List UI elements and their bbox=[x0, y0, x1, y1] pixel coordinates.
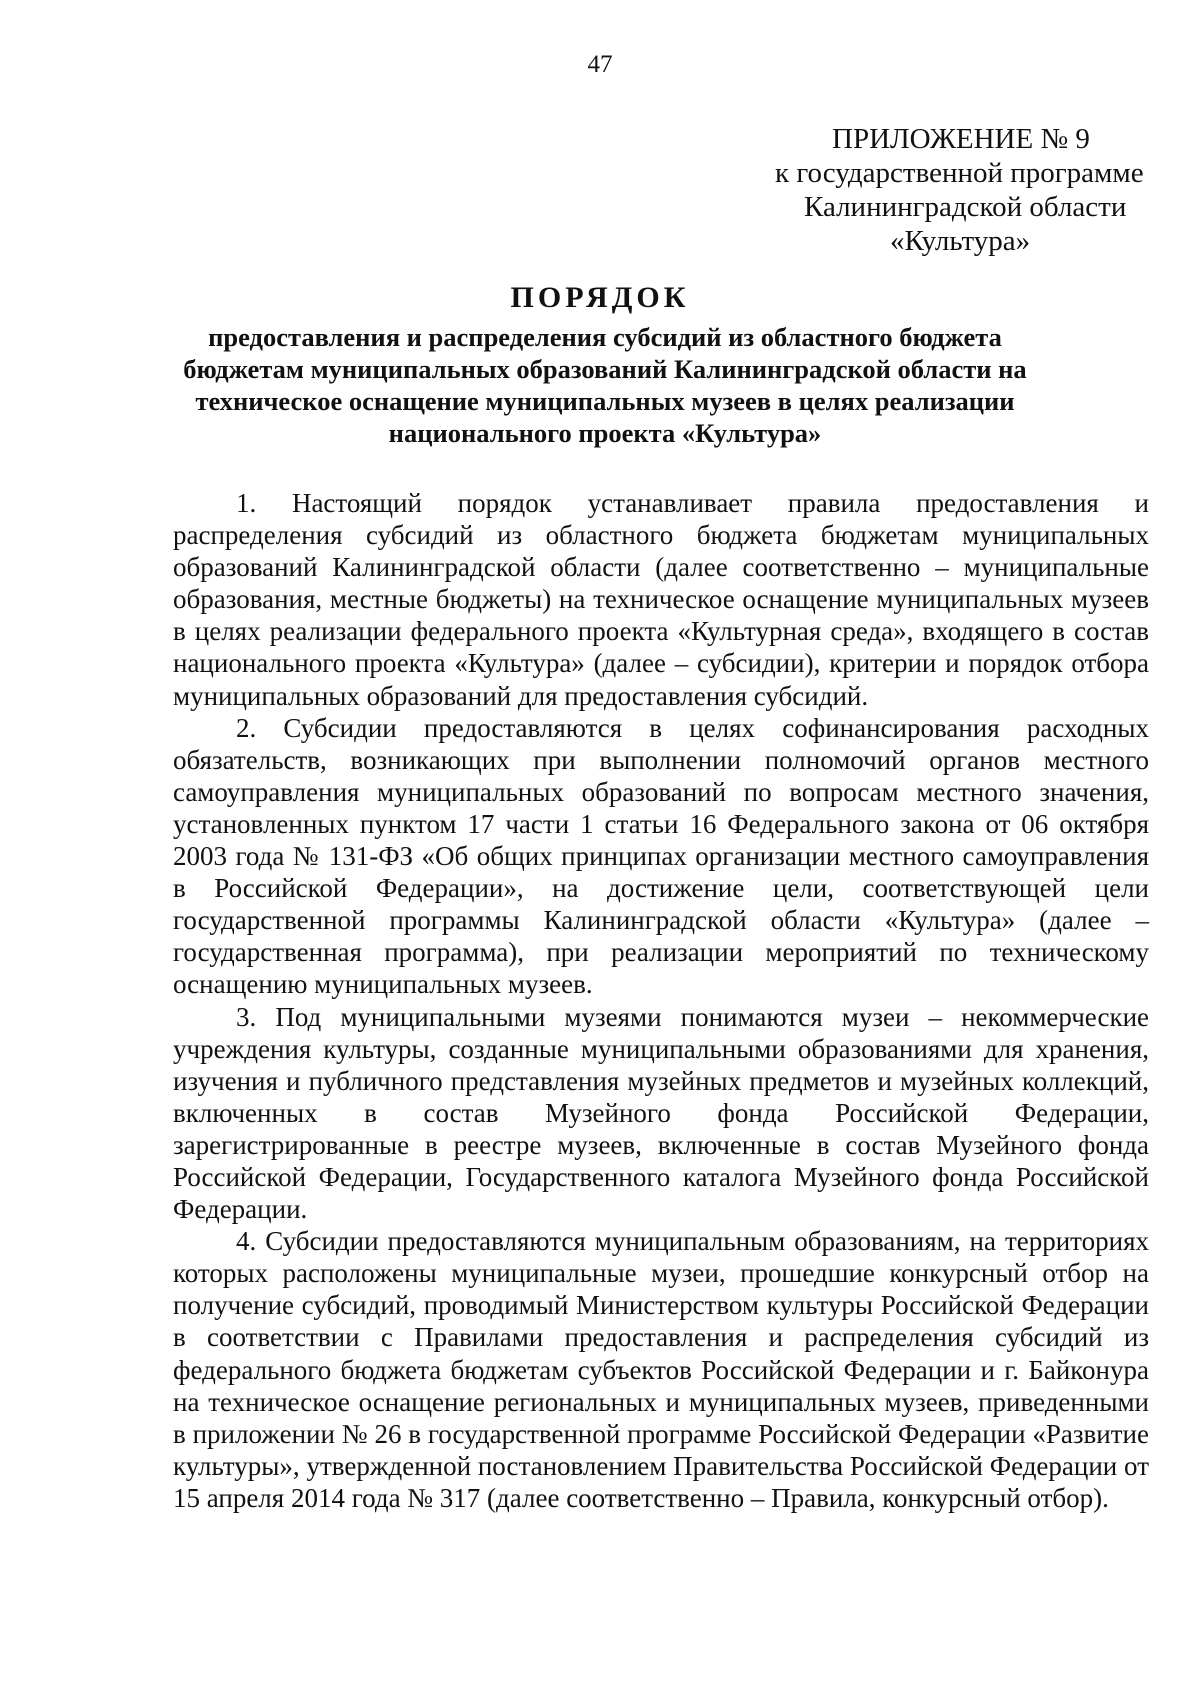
appendix-reference-line: к государственной программе bbox=[775, 157, 1144, 189]
subtitle-line: техническое оснащение муниципальных музеев в целях реализации bbox=[195, 386, 1015, 416]
appendix-reference-line: «Культура» bbox=[890, 225, 1031, 257]
appendix-number: ПРИЛОЖЕНИЕ № 9 bbox=[832, 123, 1090, 155]
paragraph-2: 2. Субсидии предоставляются в целях софинансирования расходных обязательств, возникающих при выполнении полномочий органов местного самоуправления муниципальных образований по вопросам местного значения, установленных пунктом 17 части 1 статьи 16 Федерального закона от 06 октября 2003 года № 131-ФЗ «Об общих принципах организации местного самоуправления в Российской Федерации», на достижение цели, соответствующей цели государственной программы Калининградской области «Культура» (далее – государственная программа), при реализации мероприятий по техническому оснащению муниципальных музеев. bbox=[173, 712, 1149, 1000]
document-subtitle bbox=[160, 321, 1050, 449]
document-title: ПОРЯДОК bbox=[510, 281, 690, 314]
document-body bbox=[173, 487, 1149, 1514]
appendix-reference-line: Калининградской области bbox=[804, 191, 1127, 223]
subtitle-line: национального проекта «Культура» bbox=[388, 418, 822, 448]
appendix-header bbox=[700, 122, 1180, 258]
subtitle-line: бюджетам муниципальных образований Калининградской области на bbox=[183, 354, 1027, 384]
page-number: 47 bbox=[587, 51, 613, 78]
paragraph-4: 4. Субсидии предоставляются муниципальным образованиям, на территориях которых расположены муниципальные музеи, прошедшие конкурсный отбор на получение субсидий, проводимый Министерством культуры Российской Федерации в соответствии с Правилами предоставления и распределения субсидий из федерального бюджета бюджетам субъектов Российской Федерации и г. Байконура на техническое оснащение региональных и муниципальных музеев, приведенными в приложении № 26 в государственной программе Российской Федерации «Развитие культуры», утвержденной постановлением Правительства Российской Федерации от 15 апреля 2014 года № 317 (далее соответственно – Правила, конкурсный отбор). bbox=[173, 1226, 1149, 1513]
paragraph-1: 1. Настоящий порядок устанавливает правила предоставления и распределения субсидий из областного бюджета бюджетам муниципальных образований Калининградской области (далее соответственно – муниципальные образования, местные бюджеты) на техническое оснащение муниципальных музеев в целях реализации федерального проекта «Культурная среда», входящего в состав национального проекта «Культура» (далее – субсидии), критерии и порядок отбора муниципальных образований для предоставления субсидий. bbox=[173, 488, 1149, 711]
paragraph-3: 3. Под муниципальными музеями понимаются музеи – некоммерческие учреждения культуры, созданные муниципальными образованиями для хранения, изучения и публичного представления музейных предметов и музейных коллекций, включенных в состав Музейного фонда Российской Федерации, зарегистрированные в реестре музеев, включенные в состав Музейного фонда Российской Федерации, Государственного каталога Музейного фонда Российской Федерации. bbox=[173, 1001, 1149, 1225]
subtitle-line: предоставления и распределения субсидий из областного бюджета bbox=[208, 322, 1002, 352]
